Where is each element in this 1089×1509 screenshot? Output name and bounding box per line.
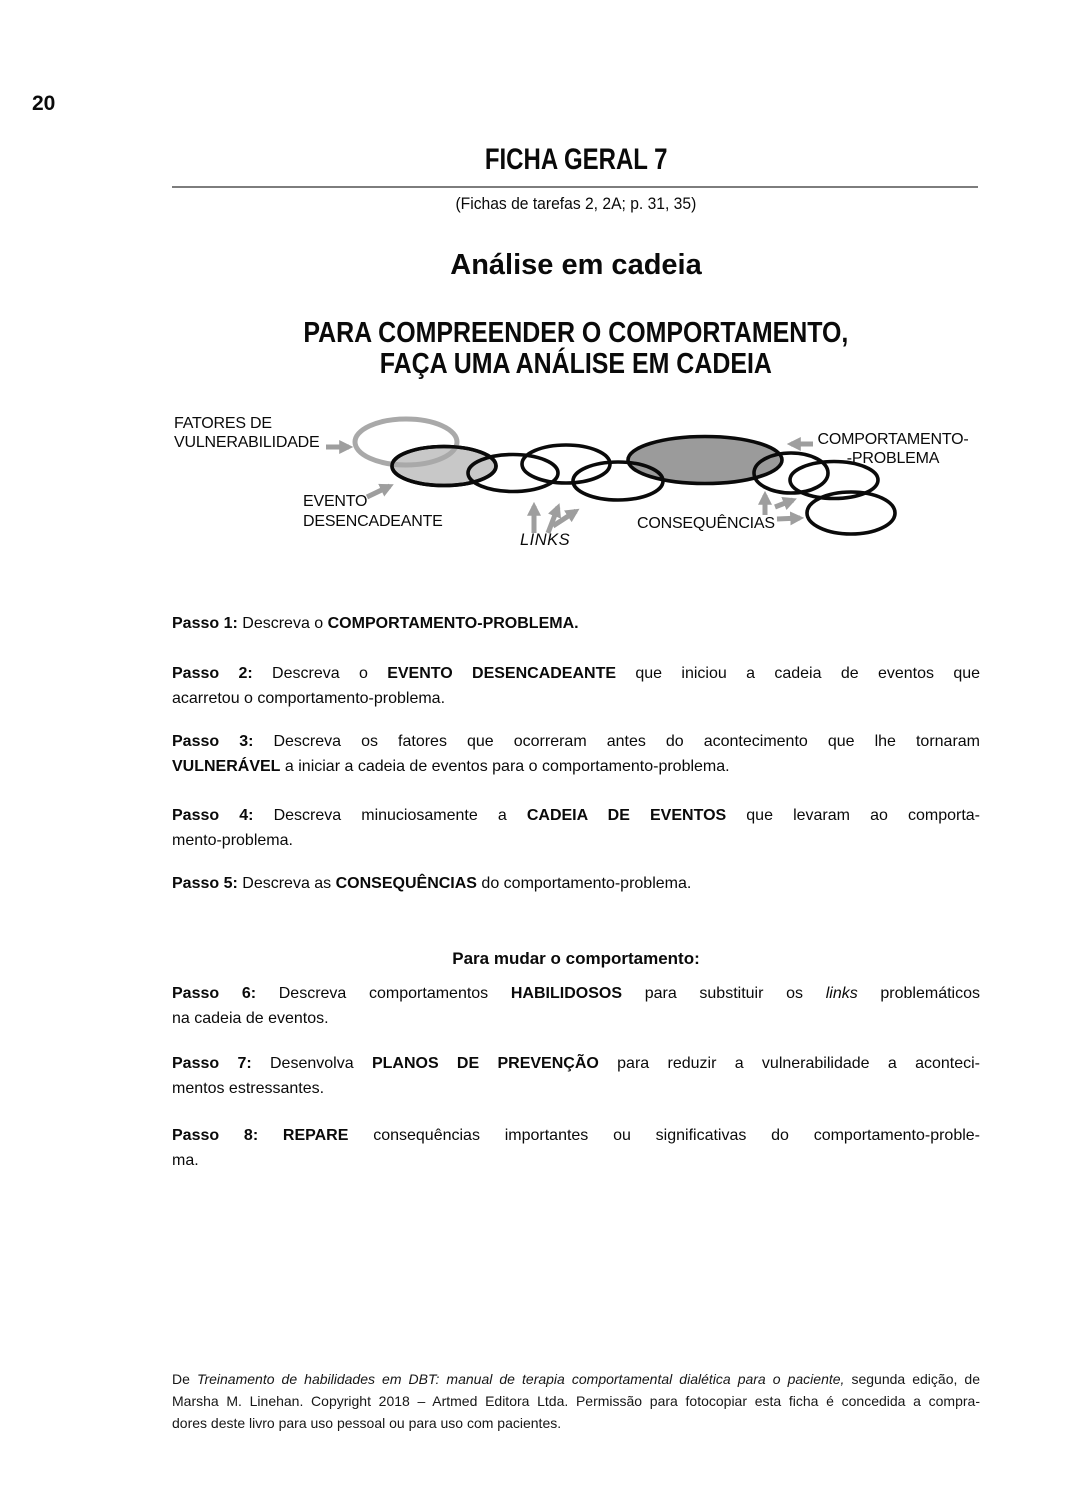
step-paragraph-4 [172, 803, 980, 853]
step-paragraph-8 [172, 1123, 980, 1173]
title-rule [172, 186, 978, 188]
ficha-subtitle: (Fichas de tarefas 2, 2A; p. 31, 35) [455, 194, 697, 213]
text-line: Passo 6: Descreva comportamentos HABILIDOSOS para substituir os links problemáticos [172, 985, 981, 1002]
text-line: VULNERÁVEL a iniciar a cadeia de eventos para o comportamento-problema. [172, 758, 730, 775]
page-number: 20 [32, 92, 56, 115]
text-line: Passo 8: REPARE consequências importantes ou significativas do comportamento-proble- [172, 1127, 981, 1144]
step-paragraph-5 [172, 871, 980, 896]
trigger-event-label: EVENTO DESENCADEANTE [303, 493, 443, 530]
text-line: Passo 2: Descreva o EVENTO DESENCADEANTE que iniciou a cadeia de eventos que [172, 665, 981, 682]
step-paragraph-2 [172, 661, 980, 711]
text-line: mentos estressantes. [172, 1080, 325, 1097]
text-line: acarretou o comportamento-problema. [172, 690, 446, 707]
ficha-title-wrap [172, 143, 980, 182]
text-line: ma. [172, 1152, 199, 1169]
links-label: LINKS [520, 531, 571, 549]
links-arrow-2-icon [548, 507, 558, 533]
text-line: Passo 5: Descreva as CONSEQUÊNCIAS do comportamento-problema. [172, 875, 692, 892]
text-line: dores deste livro para uso pessoal ou para uso com pacientes. [172, 1415, 562, 1431]
text-line: na cadeia de eventos. [172, 1010, 329, 1027]
subheading-line-1: PARA COMPREENDER O COMPORTAMENTO, [303, 317, 849, 349]
consequences-arrow-2-icon [775, 500, 793, 507]
section-subheading [303, 318, 848, 380]
section-subheading-wrap [172, 318, 980, 384]
consequences-arrow-3-icon [777, 518, 800, 519]
step-paragraph-3 [172, 729, 980, 779]
problem-behavior-label: COMPORTAMENTO- -PROBLEMA [817, 431, 969, 467]
text-line: De Treinamento de habilidades em DBT: manual de terapia comportamental dialética para o paciente, segunda edição, de [172, 1371, 980, 1387]
step-paragraph-6 [172, 981, 980, 1031]
text-line: Passo 3: Descreva os fatores que ocorreram antes do acontecimento que lhe tornaram [172, 733, 980, 750]
text-line: Marsha M. Linehan. Copyright 2018 – Artmed Editora Ltda. Permissão para fotocopiar esta ficha é concedida a compra- [172, 1393, 980, 1409]
text-line: Passo 7: Desenvolva PLANOS DE PREVENÇÃO para reduzir a vulnerabilidade a aconteci- [172, 1055, 981, 1072]
text-line: Passo 1: Descreva o COMPORTAMENTO-PROBLEMA. [172, 615, 579, 632]
ficha-title: FICHA GERAL 7 [484, 143, 668, 176]
text-line: Passo 4: Descreva minuciosamente a CADEIA DE EVENTOS que levaram ao comporta- [172, 807, 981, 824]
change-behavior-heading: Para mudar o comportamento: [452, 949, 700, 968]
text-line: mento-problema. [172, 832, 293, 849]
step-paragraph-7 [172, 1051, 980, 1101]
ficha-subtitle-wrap [172, 193, 980, 216]
consequences-label: CONSEQUÊNCIAS [637, 515, 775, 532]
copyright-notice [172, 1368, 980, 1434]
page-title: Análise em cadeia [450, 249, 702, 281]
vulnerability-label: FATORES DE VULNERABILIDADE [174, 415, 320, 451]
subheading-line-2: FAÇA UMA ANÁLISE EM CADEIA [379, 348, 773, 380]
step-paragraph-1 [172, 611, 980, 636]
problem-behavior-ellipse [628, 437, 782, 484]
